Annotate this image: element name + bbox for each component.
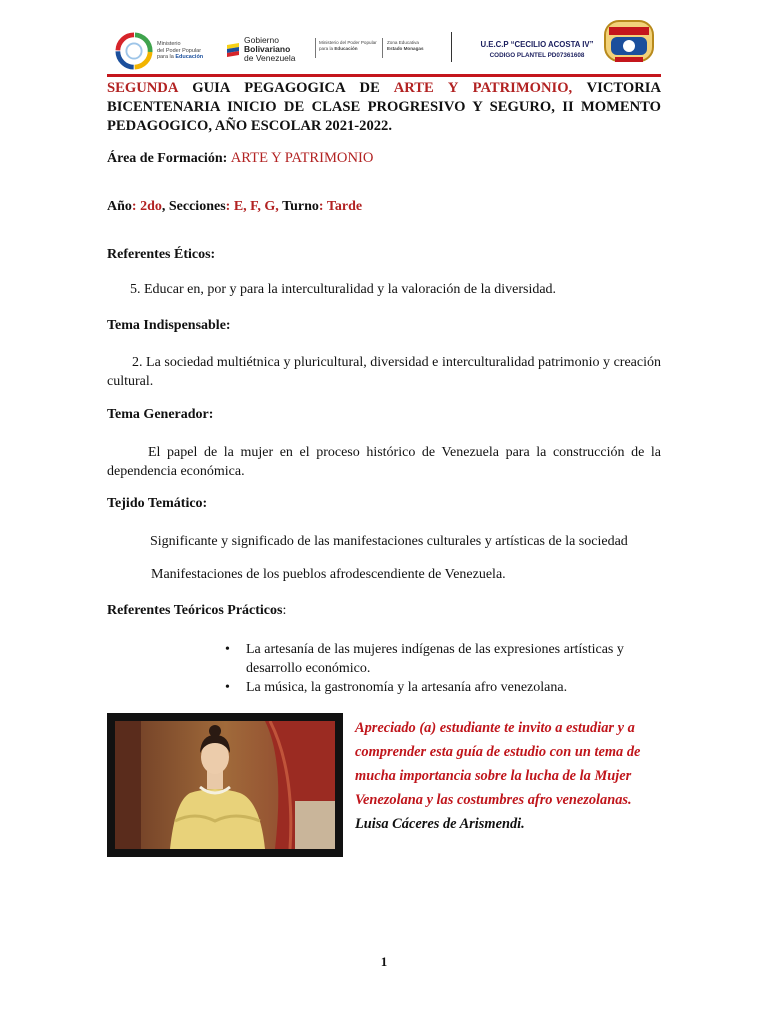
zona-line: Zona Educativa: [387, 40, 419, 45]
area-line: [107, 150, 661, 167]
turno-label: Turno: [282, 199, 319, 214]
anio-value: 2do: [140, 199, 162, 214]
mpp-bold: Educación: [334, 45, 358, 51]
gobierno-logo: [225, 36, 324, 63]
list-item-text: La música, la gastronomía y la artesanía afro venezolana.: [246, 680, 568, 695]
bullet-icon: •: [225, 680, 230, 695]
page-number: 1: [380, 954, 388, 969]
divider: [315, 38, 316, 58]
sep: :: [225, 199, 234, 214]
area-value: ARTE Y PATRIMONIO: [230, 150, 374, 166]
tema-generador-text: El papel de la mujer en el proceso histórico de Venezuela para la construcción de la dependencia económica.: [107, 445, 661, 479]
quote-text: Apreciado (a) estudiante te invito a estudiar y a comprender esta guía de estudio con un tema de mucha importancia sobre la lucha de la Mujer Venezolana y las costumbres afro venezolanas.: [355, 720, 641, 808]
mpp-text: [319, 40, 379, 51]
venezuela-flag-icon: [225, 43, 241, 57]
anio-label: Año: [107, 199, 132, 214]
school-block: [467, 40, 607, 59]
school-name: U.E.C.P “CECILIO ACOSTA IV”: [480, 40, 594, 49]
student-message: [355, 716, 665, 836]
title-text: VICTORIA BICENTENARIA INICIO DE CLASE PROGRESIVO Y SEGURO, II MOMENTO PEDAGOGICO, AÑO ESCOLAR 2021-2022.: [107, 80, 661, 134]
gobierno-prefix: Gobierno: [244, 35, 279, 45]
portrait-painting: [115, 721, 335, 849]
title-segunda: SEGUNDA: [107, 80, 178, 96]
turno-value: Tarde: [326, 199, 363, 214]
guide-title: [107, 79, 661, 136]
referentes-eticos-heading: Referentes Éticos:: [107, 247, 216, 262]
tema-generador-heading: Tema Generador:: [107, 407, 214, 422]
secciones-value: E, F, G,: [233, 199, 279, 214]
ministerio-line: del Poder Popular: [157, 47, 202, 54]
gobierno-suffix: de Venezuela: [244, 53, 296, 63]
tejido-tematico-heading: Tejido Temático:: [107, 496, 208, 511]
colon: :: [282, 603, 287, 618]
ministerio-line: para la: [157, 54, 174, 61]
title-subject: ARTE Y PATRIMONIO,: [393, 80, 573, 96]
list-item-text: La artesanía de las mujeres indígenas de las expresiones artísticas y desarrollo económico.: [246, 642, 624, 676]
quote-author: Luisa Cáceres de Arismendi.: [355, 816, 525, 832]
referentes-teoricos-list: [225, 640, 665, 697]
mpp-line: para la: [319, 45, 335, 51]
bullet-icon: •: [225, 642, 230, 657]
list-item: [225, 640, 665, 678]
referentes-eticos-text: 5. Educar en, por y para la interculturalidad y la valoración de la diversidad.: [130, 282, 557, 297]
info-line: Año: 2do, Secciones: E, F, G, Turno: Tarde: [107, 199, 363, 214]
divider: [451, 32, 452, 62]
portrait-frame: [107, 713, 343, 857]
school-code: CODIGO PLANTEL PD07361608: [489, 52, 585, 59]
zona-line: Estado Monagas: [387, 45, 424, 51]
referentes-teoricos-heading: [107, 603, 661, 619]
ministerio-logo: [115, 32, 217, 70]
header-banner: [107, 14, 661, 77]
gobierno-text: [244, 36, 324, 63]
divider: [382, 38, 383, 58]
title-text: GUIA PEGAGOGICA DE: [177, 80, 394, 96]
zona-text: [387, 40, 447, 51]
ministerio-circle-icon: [115, 32, 153, 70]
list-item: [225, 678, 665, 697]
secciones-label: Secciones: [168, 199, 226, 214]
school-shield-icon: [603, 17, 655, 65]
sep: :: [131, 199, 141, 214]
gobierno-bold: Bolivariano: [244, 44, 291, 54]
mpp-line: Ministerio del Poder Popular: [319, 40, 377, 45]
ministerio-bold: Educación: [175, 54, 204, 61]
ministerio-line: Ministerio: [157, 41, 181, 48]
referentes-teoricos-label: Referentes Teóricos Prácticos: [107, 603, 283, 618]
tejido-tematico-text: Significante y significado de las manifestaciones culturales y artísticas de la sociedad: [150, 534, 628, 549]
tema-indispensable-heading: Tema Indispensable:: [107, 318, 231, 333]
sep: :: [318, 199, 327, 214]
tejido-tematico-text: Manifestaciones de los pueblos afrodescendiente de Venezuela.: [151, 567, 506, 582]
area-label: Área de Formación:: [107, 151, 231, 166]
ministerio-text: [157, 41, 217, 61]
tema-indispensable-text: 2. La sociedad multiétnica y pluricultural, diversidad e interculturalidad patrimonio y creación cultural.: [107, 355, 661, 389]
